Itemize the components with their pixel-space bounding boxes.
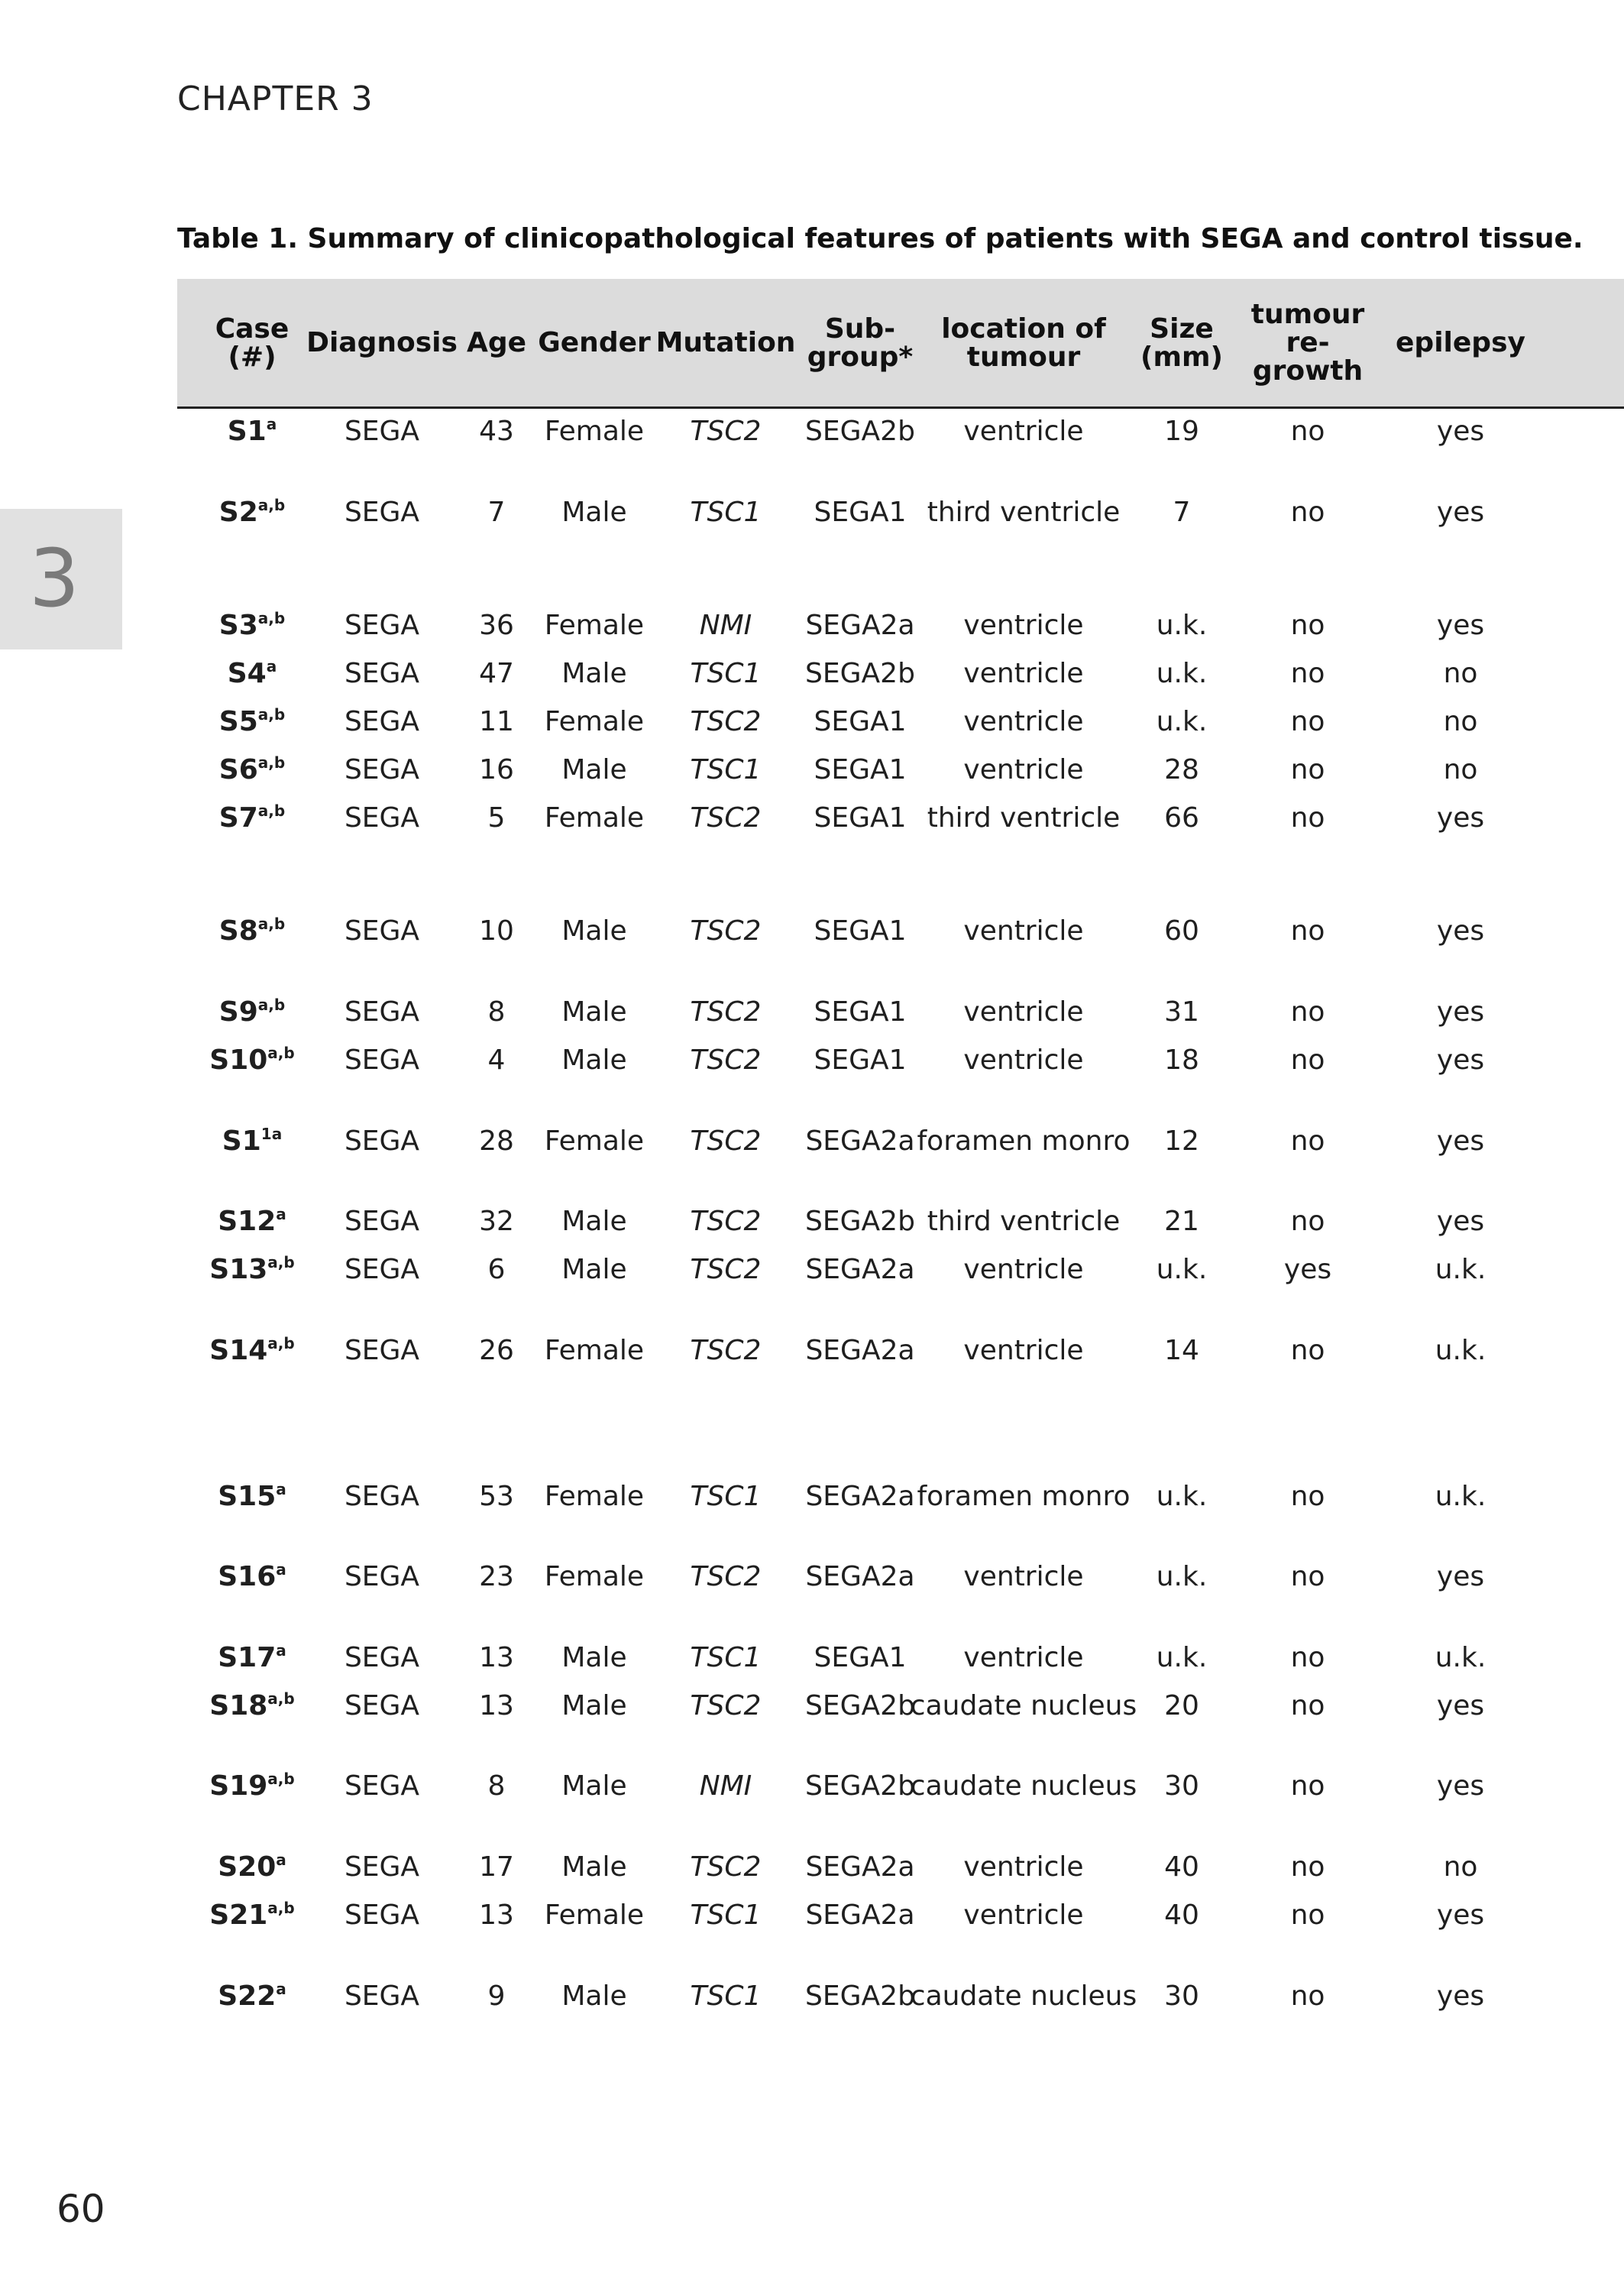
cell-gender: Female (544, 1335, 645, 1366)
cell-epilepsy: no (1443, 658, 1478, 689)
cell-case: S22$^a$ (218, 1980, 286, 2012)
cell-case: S14$^{a,b}$ (209, 1334, 295, 1366)
table-row (177, 1851, 1624, 1896)
table-row (177, 496, 1624, 542)
header-age: Age (466, 327, 527, 358)
header-mutation: Mutation (655, 327, 796, 358)
cell-gender: Female (544, 706, 645, 737)
cell-subgroup: SEGA1 (814, 1044, 907, 1076)
table-row (177, 1205, 1624, 1251)
cell-diagnosis: SEGA (344, 497, 420, 528)
cell-mutation: TSC1 (690, 1899, 762, 1931)
cell-age: 13 (479, 1899, 514, 1931)
cell-size: u.k. (1156, 1561, 1208, 1592)
cell-age: 8 (487, 1770, 506, 1802)
cell-subgroup: SEGA2a (805, 1899, 915, 1931)
cell-mutation: TSC1 (690, 1642, 762, 1673)
cell-mutation: TSC2 (690, 1851, 762, 1883)
cell-location: ventricle (963, 610, 1084, 641)
cell-epilepsy: yes (1436, 497, 1485, 528)
cell-gender: Male (561, 1690, 627, 1721)
cell-size: 18 (1164, 1044, 1199, 1076)
cell-mutation: TSC1 (690, 754, 762, 785)
cell-case: S4$^a$ (227, 657, 277, 689)
cell-diagnosis: SEGA (344, 915, 420, 947)
cell-regrowth: no (1290, 1899, 1325, 1931)
cell-case: S5$^{a,b}$ (218, 705, 286, 737)
cell-diagnosis: SEGA (344, 1561, 420, 1592)
cell-epilepsy: u.k. (1435, 1481, 1487, 1512)
cell-gender: Female (544, 416, 645, 447)
cell-size: 20 (1164, 1690, 1199, 1721)
cell-mutation: NMI (699, 1770, 752, 1802)
cell-mutation: TSC2 (690, 1690, 762, 1721)
cell-age: 11 (479, 706, 514, 737)
table-header (177, 279, 1624, 409)
header-diagnosis: Diagnosis (306, 327, 458, 358)
cell-age: 7 (487, 497, 506, 528)
cell-diagnosis: SEGA (344, 416, 420, 447)
chapter-tab (0, 509, 122, 649)
cell-size: 40 (1164, 1851, 1199, 1883)
cell-diagnosis: SEGA (344, 1690, 420, 1721)
cell-diagnosis: SEGA (344, 754, 420, 785)
table-row (177, 1641, 1624, 1687)
cell-location: ventricle (963, 915, 1084, 947)
cell-location: third ventricle (927, 497, 1121, 528)
cell-case: S7$^{a,b}$ (218, 802, 286, 834)
cell-diagnosis: SEGA (344, 610, 420, 641)
cell-location: ventricle (963, 1851, 1084, 1883)
cell-size: 66 (1164, 802, 1199, 834)
cell-subgroup: SEGA2b (805, 658, 915, 689)
table-row (177, 753, 1624, 799)
cell-subgroup: SEGA1 (814, 497, 907, 528)
cell-location: ventricle (963, 416, 1084, 447)
cell-mutation: TSC2 (690, 706, 762, 737)
cell-regrowth: no (1290, 706, 1325, 737)
table-row (177, 415, 1624, 461)
cell-epilepsy: u.k. (1435, 1254, 1487, 1285)
cell-case: S3$^{a,b}$ (218, 609, 286, 641)
cell-subgroup: SEGA1 (814, 802, 907, 834)
cell-subgroup: SEGA1 (814, 1642, 907, 1673)
cell-gender: Male (561, 658, 627, 689)
cell-gender: Male (561, 1770, 627, 1802)
cell-gender: Male (561, 915, 627, 947)
cell-subgroup: SEGA2a (805, 610, 915, 641)
cell-regrowth: no (1290, 1690, 1325, 1721)
cell-gender: Female (544, 1899, 645, 1931)
cell-diagnosis: SEGA (344, 802, 420, 834)
table-row (177, 1689, 1624, 1735)
cell-size: 30 (1164, 1980, 1199, 2012)
cell-mutation: TSC2 (690, 915, 762, 947)
cell-regrowth: no (1290, 802, 1325, 834)
cell-regrowth: no (1290, 658, 1325, 689)
cell-regrowth: no (1290, 754, 1325, 785)
cell-subgroup: SEGA2b (805, 1206, 915, 1237)
chapter-tab-number: 3 (29, 532, 80, 625)
cell-diagnosis: SEGA (344, 1980, 420, 2012)
cell-epilepsy: yes (1436, 1690, 1485, 1721)
cell-size: u.k. (1156, 1481, 1208, 1512)
cell-location: third ventricle (927, 1206, 1121, 1237)
cell-mutation: TSC1 (690, 497, 762, 528)
cell-location: caudate nucleus (910, 1980, 1137, 2012)
table-row (177, 915, 1624, 960)
cell-age: 17 (479, 1851, 514, 1883)
cell-gender: Male (561, 1980, 627, 2012)
chapter-heading: CHAPTER 3 (177, 79, 374, 118)
cell-size: 60 (1164, 915, 1199, 947)
cell-size: u.k. (1156, 1642, 1208, 1673)
cell-regrowth: no (1290, 1980, 1325, 2012)
cell-case: S2$^{a,b}$ (218, 496, 286, 528)
cell-mutation: TSC1 (690, 1980, 762, 2012)
cell-age: 16 (479, 754, 514, 785)
cell-diagnosis: SEGA (344, 1254, 420, 1285)
cell-regrowth: no (1290, 1206, 1325, 1237)
cell-location: third ventricle (927, 802, 1121, 834)
cell-location: ventricle (963, 1044, 1084, 1076)
cell-location: ventricle (963, 1335, 1084, 1366)
cell-regrowth: no (1290, 1335, 1325, 1366)
cell-age: 36 (479, 610, 514, 641)
cell-regrowth: no (1290, 1642, 1325, 1673)
cell-gender: Male (561, 497, 627, 528)
cell-case: S16$^a$ (218, 1560, 286, 1592)
cell-regrowth: no (1290, 497, 1325, 528)
cell-subgroup: SEGA2b (805, 416, 915, 447)
cell-regrowth: no (1290, 1561, 1325, 1592)
cell-diagnosis: SEGA (344, 996, 420, 1028)
cell-size: 7 (1173, 497, 1191, 528)
cell-age: 9 (487, 1980, 506, 2012)
cell-age: 6 (487, 1254, 506, 1285)
cell-subgroup: SEGA2b (805, 1980, 915, 2012)
cell-size: 40 (1164, 1899, 1199, 1931)
header-size: Size (mm) (1140, 313, 1223, 373)
page-number: 60 (57, 2187, 105, 2231)
cell-location: ventricle (963, 706, 1084, 737)
cell-subgroup: SEGA1 (814, 706, 907, 737)
cell-size: u.k. (1156, 658, 1208, 689)
cell-regrowth: no (1290, 1481, 1325, 1512)
cell-subgroup: SEGA2a (805, 1851, 915, 1883)
cell-location: ventricle (963, 1254, 1084, 1285)
cell-regrowth: no (1290, 996, 1325, 1028)
cell-case: S9$^{a,b}$ (218, 996, 286, 1028)
cell-age: 32 (479, 1206, 514, 1237)
cell-epilepsy: yes (1436, 1125, 1485, 1157)
cell-diagnosis: SEGA (344, 1206, 420, 1237)
cell-diagnosis: SEGA (344, 1335, 420, 1366)
cell-epilepsy: yes (1436, 1980, 1485, 2012)
cell-size: 21 (1164, 1206, 1199, 1237)
cell-age: 26 (479, 1335, 514, 1366)
cell-gender: Male (561, 996, 627, 1028)
header-gender: Gender (538, 327, 651, 358)
table-row (177, 802, 1624, 847)
cell-gender: Male (561, 1044, 627, 1076)
header-subgroup: Sub- group* (807, 313, 914, 373)
cell-epilepsy: yes (1436, 915, 1485, 947)
cell-regrowth: no (1290, 416, 1325, 447)
cell-subgroup: SEGA2a (805, 1254, 915, 1285)
cell-gender: Female (544, 802, 645, 834)
cell-size: 30 (1164, 1770, 1199, 1802)
cell-gender: Female (544, 610, 645, 641)
cell-case: S8$^{a,b}$ (218, 915, 286, 947)
cell-case: S6$^{a,b}$ (218, 753, 286, 785)
table-row (177, 657, 1624, 703)
cell-age: 23 (479, 1561, 514, 1592)
cell-diagnosis: SEGA (344, 1481, 420, 1512)
cell-epilepsy: yes (1436, 1206, 1485, 1237)
cell-mutation: TSC2 (690, 1335, 762, 1366)
cell-diagnosis: SEGA (344, 658, 420, 689)
cell-size: u.k. (1156, 610, 1208, 641)
cell-age: 13 (479, 1642, 514, 1673)
cell-epilepsy: yes (1436, 1899, 1485, 1931)
cell-case: S19$^{a,b}$ (209, 1770, 295, 1802)
cell-diagnosis: SEGA (344, 1899, 420, 1931)
cell-age: 4 (487, 1044, 506, 1076)
cell-diagnosis: SEGA (344, 1770, 420, 1802)
table-row (177, 1899, 1624, 1945)
cell-gender: Male (561, 754, 627, 785)
cell-subgroup: SEGA2a (805, 1335, 915, 1366)
cell-location: ventricle (963, 1642, 1084, 1673)
cell-gender: Female (544, 1481, 645, 1512)
cell-regrowth: no (1290, 1044, 1325, 1076)
cell-regrowth: no (1290, 610, 1325, 641)
cell-age: 10 (479, 915, 514, 947)
cell-regrowth: no (1290, 1770, 1325, 1802)
cell-size: 31 (1164, 996, 1199, 1028)
cell-epilepsy: yes (1436, 1561, 1485, 1592)
cell-epilepsy: yes (1436, 802, 1485, 834)
table-row (177, 1125, 1624, 1171)
cell-age: 43 (479, 416, 514, 447)
cell-location: caudate nucleus (910, 1690, 1137, 1721)
cell-case: S10$^{a,b}$ (209, 1044, 295, 1076)
cell-regrowth: no (1290, 915, 1325, 947)
cell-subgroup: SEGA2a (805, 1481, 915, 1512)
cell-location: foramen monro (917, 1125, 1131, 1157)
cell-gender: Female (544, 1125, 645, 1157)
cell-mutation: TSC2 (690, 996, 762, 1028)
cell-size: u.k. (1156, 1254, 1208, 1285)
table-row (177, 996, 1624, 1041)
cell-epilepsy: no (1443, 706, 1478, 737)
cell-case: S17$^a$ (218, 1641, 286, 1673)
cell-epilepsy: no (1443, 754, 1478, 785)
cell-diagnosis: SEGA (344, 706, 420, 737)
cell-mutation: TSC2 (690, 802, 762, 834)
table-row (177, 609, 1624, 655)
cell-case: S1$^a$ (227, 415, 277, 447)
cell-subgroup: SEGA2b (805, 1690, 915, 1721)
cell-gender: Female (544, 1561, 645, 1592)
cell-case: S21$^{a,b}$ (209, 1899, 295, 1931)
table-row (177, 1044, 1624, 1090)
cell-location: ventricle (963, 754, 1084, 785)
cell-location: ventricle (963, 658, 1084, 689)
header-regrowth: tumour re- growth (1250, 299, 1365, 387)
cell-mutation: TSC2 (690, 1044, 762, 1076)
cell-case: $S1^{1a}$ (222, 1125, 283, 1157)
cell-location: ventricle (963, 1561, 1084, 1592)
cell-subgroup: SEGA2a (805, 1125, 915, 1157)
cell-mutation: TSC2 (690, 1561, 762, 1592)
cell-case: S18$^{a,b}$ (209, 1689, 295, 1721)
cell-case: S15$^a$ (218, 1480, 286, 1512)
table-row (177, 1253, 1624, 1299)
cell-case: S12$^a$ (218, 1205, 286, 1237)
cell-mutation: TSC1 (690, 658, 762, 689)
cell-regrowth: yes (1283, 1254, 1332, 1285)
cell-age: 5 (487, 802, 506, 834)
cell-mutation: NMI (699, 610, 752, 641)
cell-size: 28 (1164, 754, 1199, 785)
cell-location: caudate nucleus (910, 1770, 1137, 1802)
table-row (177, 1560, 1624, 1606)
table-row (177, 1980, 1624, 2026)
cell-age: 8 (487, 996, 506, 1028)
cell-mutation: TSC2 (690, 416, 762, 447)
cell-diagnosis: SEGA (344, 1044, 420, 1076)
cell-epilepsy: no (1443, 1851, 1478, 1883)
cell-diagnosis: SEGA (344, 1851, 420, 1883)
cell-epilepsy: yes (1436, 996, 1485, 1028)
cell-age: 13 (479, 1690, 514, 1721)
cell-epilepsy: yes (1436, 416, 1485, 447)
header-case: Case (#) (215, 313, 290, 373)
cell-age: 28 (479, 1125, 514, 1157)
header-epilepsy: epilepsy (1396, 327, 1525, 358)
cell-epilepsy: u.k. (1435, 1642, 1487, 1673)
cell-subgroup: SEGA1 (814, 996, 907, 1028)
cell-gender: Male (561, 1206, 627, 1237)
cell-diagnosis: SEGA (344, 1125, 420, 1157)
cell-regrowth: no (1290, 1851, 1325, 1883)
cell-epilepsy: yes (1436, 610, 1485, 641)
table-row (177, 705, 1624, 751)
cell-mutation: TSC2 (690, 1125, 762, 1157)
cell-age: 53 (479, 1481, 514, 1512)
cell-gender: Male (561, 1254, 627, 1285)
cell-location: ventricle (963, 1899, 1084, 1931)
cell-gender: Male (561, 1851, 627, 1883)
cell-location: foramen monro (917, 1481, 1131, 1512)
cell-gender: Male (561, 1642, 627, 1673)
cell-size: 12 (1164, 1125, 1199, 1157)
cell-epilepsy: yes (1436, 1044, 1485, 1076)
cell-case: S20$^a$ (218, 1851, 286, 1883)
table-row (177, 1334, 1624, 1380)
cell-location: ventricle (963, 996, 1084, 1028)
table-row (177, 1770, 1624, 1815)
cell-mutation: TSC2 (690, 1206, 762, 1237)
cell-epilepsy: u.k. (1435, 1335, 1487, 1366)
table-row (177, 1480, 1624, 1526)
cell-mutation: TSC1 (690, 1481, 762, 1512)
cell-diagnosis: SEGA (344, 1642, 420, 1673)
cell-case: S13$^{a,b}$ (209, 1253, 295, 1285)
cell-size: 19 (1164, 416, 1199, 447)
table-caption: Table 1. Summary of clinicopathological features of patients with SEGA and control tissue. (177, 223, 1584, 254)
cell-subgroup: SEGA2b (805, 1770, 915, 1802)
cell-size: u.k. (1156, 706, 1208, 737)
cell-size: 14 (1164, 1335, 1199, 1366)
header-location: location of tumour (941, 313, 1106, 373)
cell-subgroup: SEGA2a (805, 1561, 915, 1592)
cell-subgroup: SEGA1 (814, 915, 907, 947)
cell-subgroup: SEGA1 (814, 754, 907, 785)
cell-age: 47 (479, 658, 514, 689)
cell-regrowth: no (1290, 1125, 1325, 1157)
cell-mutation: TSC2 (690, 1254, 762, 1285)
cell-epilepsy: yes (1436, 1770, 1485, 1802)
